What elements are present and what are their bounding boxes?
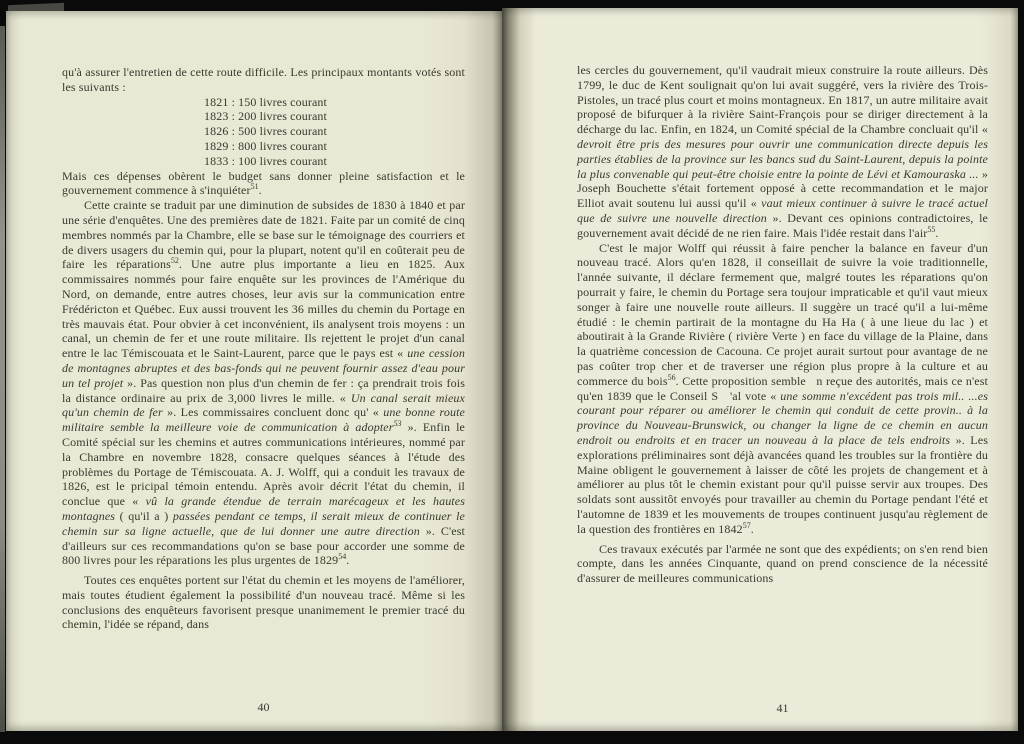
text-run: ( qu'il a )	[115, 508, 173, 523]
text-run: Toutes ces enquêtes portent sur l'état du chemin et les moyens de l'améliorer, mais toutes étudient également la possibilité d'un nouveau tracé. Même si les conclusions des enquêteurs favorisent presque unanimement le premier tracé du chemin, l'idée se répand, dans	[62, 573, 465, 632]
votes-list	[62, 95, 465, 169]
paragraph-route-maintenance	[62, 65, 465, 95]
footnote-ref-51: 51	[250, 182, 259, 192]
footnote-ref-56: 56	[667, 372, 676, 382]
quote-run: une bonne route militaire semble la meilleure voie de communication à adopter	[62, 405, 465, 435]
paragraph-inquiries	[62, 198, 465, 568]
text-run: ». C'est d'ailleurs sur ces recommandations qu'on se base pour accorder une somme de 800 livres pour les réparations les plus urgentes de 1829	[62, 523, 465, 568]
text-run: ». Les explorations préliminaires sont déjà avancées quand les troubles sur la frontière du Maine obligent le gouvernement à laisser de côté les projets de changement et à améliorer au plus tôt le chemin existant pour qu'il puisse servir aux troupes. Des soldats sont aussitôt envoyés pour travailler au chemin du Portage pendant l'été et l'automne de 1839 et les mouvements de troupes continuent jusqu'au règlement de la question des frontières en 1842	[577, 432, 988, 536]
text-run: » Joseph Bouchette s'était fortement opposé à cette recommandation et le major Elliot avait soutenu lui aussi qu'il «	[577, 166, 988, 211]
quote-run: devroit être pris des mesures pour ouvrir une communication directe depuis les parties établies de la province sur les bancs sud du Saint-Laurent, depuis la pointe la plus convenable qui peut-être choisie entre la pointe de Lévi et Kamouraska ...	[577, 136, 988, 181]
text-run: C'est le major Wolff qui réussit à faire pencher la balance en faveur d'un nouveau tracé. Alors qu'en 1828, il conseillait de suivre la voie traditionnelle, l'année suivante, il déclare fermement que, malgré toutes les réparations qu'on pourrait y faire, le chemin du Portage sera toujour impraticable et qu'il vaut mieux songer à faire une nouvelle route ailleurs. Il suggère un tracé qu'il a lui-même étudié : le chemin partirait de la montagne du Ha Ha ( à une lieue du lac ) et aboutirait à la Grande Rivière ( rivière Verte ) en face du village de la Plaine, dans la quatrième concession de Cacouna. Ce projet aurait surtout pour avantage de ne pas coûter trop cher et de traverser une région plus propre à la culture et au commerce du bois	[577, 240, 988, 388]
vote-item: 1823 : 200 livres courant	[204, 109, 327, 124]
vote-item: 1833 : 100 livres courant	[204, 153, 327, 168]
text-run: ». Les commissaires concluent donc qu' «	[162, 405, 384, 420]
page-number-40: 40	[257, 700, 270, 714]
vote-item: 1829 : 800 livres courant	[204, 138, 327, 153]
paragraph-wolff-proposal	[577, 241, 988, 537]
footnote-ref-53: 53	[393, 419, 402, 429]
text-run: . Une autre plus importante a lieu en 1825. Aux commissaires nommés pour faire enquête sur les provinces de l'Amérique du Nord, on demande, entre autres choses, leur avis sur la communication entre Frédéricton et Québec. Eux aussi trouvent les 36 milles du chemin du Portage en très mauvais état. Pour obvier à cet inconvénient, ils analysent trois moyens : un canal, un chemin de fer et une route militaire. Ils rejettent le projet d'un canal entre le lac Témiscouata et le Saint-Laurent, parce que le pays est «	[62, 257, 465, 361]
footnote-ref-57: 57	[742, 520, 751, 530]
text-run: ». Enfin le Comité spécial sur les chemins et autres communications intérieures, nommé par la Chambre en novembre 1828, consacre quelques séances à l'étude des problèmes du Portage de Témiscouata. A. J. Wolff, qui a conduit les travaux de 1826, est le pricipal témoin entendu. Après avoir décrit l'état du chemin, il conclue que «	[62, 420, 465, 509]
left-page-text-column	[62, 65, 465, 632]
text-run: ». Devant ces opinions contradictoires, le gouvernement avait décidé de ne rien faire. Mais l'idée restait dans l'air	[577, 210, 988, 240]
text-run: .	[935, 225, 939, 240]
quote-run: Un canal serait mieux qu'un chemin de fer	[62, 390, 465, 420]
book-left-edge	[0, 26, 5, 732]
text-run: .	[346, 553, 350, 568]
paragraph-budget-worry	[62, 169, 465, 199]
paragraph-army-expedients	[577, 542, 988, 586]
right-page	[502, 8, 1018, 731]
text-run: Mais ces dépenses obèrent le budget sans donner pleine satisfaction et le gouvernement commence à s'inquiéter	[62, 168, 465, 198]
quote-run: vû la grande étendue de terrain marécageux et les hautes montagnes	[62, 494, 466, 523]
text-run: Cette crainte se traduit par une diminution de subsides de 1830 à 1840 et par une série d'enquêtes. Une des premières date de 1821. Faite par un comité de cinq membres nommés par la Chambre, elle se base sur le témoignage des courriers et de divers usagers du chemin qui, pour la plupart, notent qu'il en coûterait peu de faire les réparations	[62, 198, 465, 272]
text-run: ». Pas question non plus d'un chemin de fer : ça prendrait trois fois la distance ordinaire au prix de 3,000 livres le mille. «	[62, 375, 466, 405]
text-run: . Cette proposition semble n reçue des autorités, mais ce n'est qu'en 1839 que le Conseil S 'al vote «	[577, 373, 988, 403]
text-run: les cercles du gouvernement, qu'il vaudrait mieux construire la route ailleurs. Dès 1799, le duc de Kent soulignait qu'on lui avait suggéré, vers la rivière des Trois-Pistoles, un tracé plus court et moins montagneux. En 1817, un autre militaire avait proposé de bifurquer à la rivière Saint-François pour se diriger directement à la décharge du lac. Enfin, en 1824, un Comité spécial de la Chambre concluait qu'il «	[577, 63, 988, 137]
vote-item: 1826 : 500 livres courant	[204, 124, 327, 139]
text-run: Ces travaux exécutés par l'armée ne sont que des expédients; on s'en rend bien compte, dans les années Cinquante, quand on prend conscience de la nécessité d'assurer de meilleures communications	[577, 541, 988, 586]
paragraph-new-route-idea	[62, 573, 465, 632]
quote-run: passées pendant ce temps, il serait mieux de continuer le chemin sur sa ligne actuelle, que de lui donner une autre direction	[62, 508, 465, 538]
vote-item: 1821 : 150 livres courant	[204, 94, 327, 109]
page-number-41: 41	[776, 701, 789, 715]
quote-run: une cession de montagnes abruptes et des bas-fonds qui ne peuvent fournir assez d'eau pour un tel projet	[62, 346, 465, 390]
footnote-ref-52: 52	[170, 256, 179, 266]
text-run: .	[750, 521, 754, 536]
footnote-ref-55: 55	[927, 224, 936, 234]
quote-run: une somme n'excédent pas trois mil.. ...es courant pour réparer ou améliorer le chemin qui conduit de cette provin.. à la province du Nouveau-Brunswick, ou changer la ligne de ce chemin en aucun endroit ou endroits et en tracer un nouveau à la place de tels endroits	[577, 388, 989, 447]
right-page-text-column	[577, 63, 988, 586]
quote-run: vaut mieux continuer à suivre le tracé actuel que de suivre une nouvelle direction	[577, 196, 988, 225]
text-run: qu'à assurer l'entretien de cette route difficile. Les principaux montants votés sont les suivants :	[62, 65, 465, 94]
left-page	[6, 11, 502, 731]
paragraph-alternate-routes	[577, 63, 988, 241]
footnote-ref-54: 54	[338, 552, 347, 562]
text-run: .	[258, 183, 262, 198]
